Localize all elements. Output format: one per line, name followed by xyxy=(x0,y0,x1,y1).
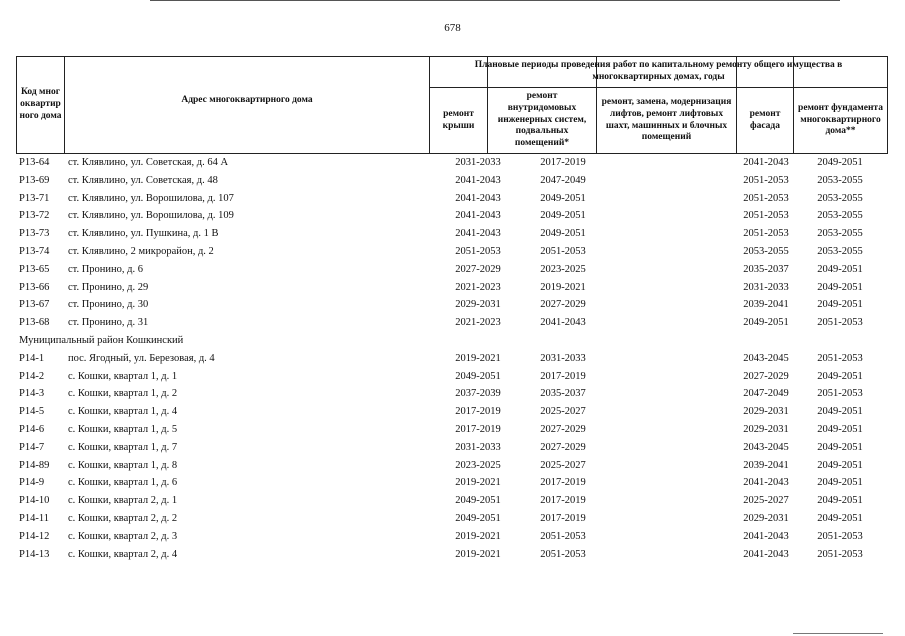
cell-facade: 2041-2043 xyxy=(743,548,789,560)
cell-code: Р14-11 xyxy=(19,512,49,524)
table-row xyxy=(16,243,896,261)
cell-roof: 2041-2043 xyxy=(455,192,501,204)
cell-facade: 2043-2045 xyxy=(743,441,789,453)
cell-engineering: 2049-2051 xyxy=(540,192,586,204)
cell-foundation: 2049-2051 xyxy=(817,441,863,453)
cell-address: с. Кошки, квартал 1, д. 7 xyxy=(68,441,178,453)
cell-foundation: 2053-2055 xyxy=(817,174,863,186)
cell-roof: 2019-2021 xyxy=(455,548,501,560)
cell-engineering: 2031-2033 xyxy=(540,352,586,364)
cell-roof: 2051-2053 xyxy=(455,245,501,257)
cell-engineering: 2041-2043 xyxy=(540,317,586,329)
cell-foundation: 2053-2055 xyxy=(817,228,863,240)
cell-code: Р14-89 xyxy=(19,459,50,471)
table-row xyxy=(16,457,896,475)
cell-foundation: 2049-2051 xyxy=(817,477,863,489)
cell-address: с. Кошки, квартал 1, д. 6 xyxy=(68,477,178,489)
cell-roof: 2031-2033 xyxy=(455,441,501,453)
cell-address: ст. Пронино, д. 30 xyxy=(68,299,149,311)
cell-address: ст. Клявлино, ул. Ворошилова, д. 107 xyxy=(68,192,234,204)
cell-roof: 2017-2019 xyxy=(455,406,501,418)
cell-roof: 2019-2021 xyxy=(455,530,501,542)
cell-roof: 2021-2023 xyxy=(455,317,501,329)
cell-roof: 2031-2033 xyxy=(455,157,501,168)
cell-address: с. Кошки, квартал 2, д. 3 xyxy=(68,530,178,542)
table-row xyxy=(16,492,896,510)
header-foundation: ремонт фундамента многоквартирного дома** xyxy=(798,102,883,137)
cell-code: Р13-71 xyxy=(19,192,50,204)
table-row xyxy=(16,350,896,368)
table-header xyxy=(16,56,888,154)
cell-code: Р14-5 xyxy=(19,406,45,418)
table-row xyxy=(16,261,896,279)
cell-engineering: 2047-2049 xyxy=(540,174,586,186)
cell-foundation: 2049-2051 xyxy=(817,423,863,435)
cell-foundation: 2053-2055 xyxy=(817,210,863,222)
header-engineering: ремонт внутридомовых инженерных систем, подвальных помещений* xyxy=(497,90,587,149)
cell-facade: 2051-2053 xyxy=(743,210,789,222)
cell-foundation: 2049-2051 xyxy=(817,459,863,471)
cell-address: ст. Клявлино, ул. Пушкина, д. 1 В xyxy=(68,228,219,240)
cell-foundation: 2049-2051 xyxy=(817,512,863,524)
cell-code: Р13-72 xyxy=(19,210,50,222)
cell-address: с. Кошки, квартал 2, д. 1 xyxy=(68,495,178,507)
table-row xyxy=(16,296,896,314)
cell-engineering: 2025-2027 xyxy=(540,459,586,471)
cell-engineering: 2027-2029 xyxy=(540,423,586,435)
cell-code: Р14-12 xyxy=(19,530,50,542)
table-row xyxy=(16,421,896,439)
table-row xyxy=(16,474,896,492)
cell-address: с. Кошки, квартал 2, д. 2 xyxy=(68,512,178,524)
cell-address: ст. Клявлино, ул. Советская, д. 64 А xyxy=(68,157,229,168)
cell-foundation: 2049-2051 xyxy=(817,495,863,507)
cell-roof: 2023-2025 xyxy=(455,459,501,471)
table-row xyxy=(16,385,896,403)
cell-code: Р13-74 xyxy=(19,245,50,257)
table-row xyxy=(16,172,896,190)
cell-roof: 2017-2019 xyxy=(455,423,501,435)
table-row xyxy=(16,368,896,386)
cell-address: ст. Клявлино, 2 микрорайон, д. 2 xyxy=(68,245,214,257)
cell-roof: 2041-2043 xyxy=(455,174,501,186)
table-row xyxy=(16,510,896,528)
table-row xyxy=(16,190,896,208)
cell-facade: 2047-2049 xyxy=(743,388,789,400)
section-row xyxy=(16,332,896,350)
cell-code: Р13-69 xyxy=(19,174,50,186)
cell-code: Р13-65 xyxy=(19,263,50,275)
cell-code: Р14-1 xyxy=(19,352,45,364)
cell-code: Р14-6 xyxy=(19,423,45,435)
table-row xyxy=(16,403,896,421)
cell-engineering: 2051-2053 xyxy=(540,530,586,542)
cell-facade: 2025-2027 xyxy=(743,495,789,507)
cell-engineering: 2017-2019 xyxy=(540,477,586,489)
cell-roof: 2049-2051 xyxy=(455,495,501,507)
cell-code: Р14-3 xyxy=(19,388,45,400)
cell-code: Р14-2 xyxy=(19,370,45,382)
cell-foundation: 2049-2051 xyxy=(817,281,863,293)
cell-foundation: 2049-2051 xyxy=(817,370,863,382)
cell-address: с. Кошки, квартал 1, д. 1 xyxy=(68,370,178,382)
cell-roof: 2041-2043 xyxy=(455,210,501,222)
cell-engineering: 2017-2019 xyxy=(540,512,586,524)
cell-address: с. Кошки, квартал 2, д. 4 xyxy=(68,548,178,560)
cell-address: с. Кошки, квартал 1, д. 5 xyxy=(68,423,178,435)
cell-facade: 2041-2043 xyxy=(743,157,789,168)
header-roof: ремонт крыши xyxy=(442,108,475,131)
cell-facade: 2029-2031 xyxy=(743,423,789,435)
cell-roof: 2049-2051 xyxy=(455,370,501,382)
cell-code: Р13-64 xyxy=(19,157,50,168)
cell-facade: 2053-2055 xyxy=(743,245,789,257)
cell-facade: 2043-2045 xyxy=(743,352,789,364)
cell-address: ст. Пронино, д. 29 xyxy=(68,281,149,293)
cell-code: Р13-73 xyxy=(19,228,50,240)
cell-facade: 2039-2041 xyxy=(743,299,789,311)
cell-roof: 2041-2043 xyxy=(455,228,501,240)
cell-engineering: 2049-2051 xyxy=(540,210,586,222)
cell-foundation: 2053-2055 xyxy=(817,192,863,204)
cell-engineering: 2035-2037 xyxy=(540,388,586,400)
cell-roof: 2037-2039 xyxy=(455,388,501,400)
cell-facade: 2041-2043 xyxy=(743,477,789,489)
page-number: 678 xyxy=(444,22,461,34)
cell-engineering: 2051-2053 xyxy=(540,548,586,560)
table-row xyxy=(16,439,896,457)
cell-engineering: 2023-2025 xyxy=(540,263,586,275)
cell-address: ст. Пронино, д. 31 xyxy=(68,317,149,329)
cell-facade: 2029-2031 xyxy=(743,406,789,418)
cell-address: ст. Пронино, д. 6 xyxy=(68,263,143,275)
cell-code: Р14-13 xyxy=(19,548,50,560)
cell-foundation: 2051-2053 xyxy=(817,530,863,542)
cell-code: Р14-7 xyxy=(19,441,45,453)
cell-roof: 2019-2021 xyxy=(455,352,501,364)
cell-code: Р14-10 xyxy=(19,495,50,507)
cell-engineering: 2051-2053 xyxy=(540,245,586,257)
cell-foundation: 2049-2051 xyxy=(817,263,863,275)
cell-code: Р13-68 xyxy=(19,317,50,329)
header-periods: Плановые периоды проведения работ по капитальному ремонту общего имущества в многоквартирных домах, годы xyxy=(474,60,843,82)
cell-foundation: 2051-2053 xyxy=(817,548,863,560)
cell-roof: 2019-2021 xyxy=(455,477,501,489)
cell-engineering: 2027-2029 xyxy=(540,441,586,453)
cell-engineering: 2017-2019 xyxy=(540,495,586,507)
cell-code: Р14-9 xyxy=(19,477,45,489)
table-row xyxy=(16,154,896,172)
cell-facade: 2027-2029 xyxy=(743,370,789,382)
cell-engineering: 2017-2019 xyxy=(540,370,586,382)
cell-engineering: 2025-2027 xyxy=(540,406,586,418)
cell-foundation: 2049-2051 xyxy=(817,157,863,168)
cell-foundation: 2053-2055 xyxy=(817,245,863,257)
cell-facade: 2041-2043 xyxy=(743,530,789,542)
cell-roof: 2021-2023 xyxy=(455,281,501,293)
cell-roof: 2027-2029 xyxy=(455,263,501,275)
cell-engineering: 2027-2029 xyxy=(540,299,586,311)
cell-engineering: 2017-2019 xyxy=(540,157,586,168)
cell-address: пос. Ягодный, ул. Березовая, д. 4 xyxy=(68,352,215,364)
cell-address: с. Кошки, квартал 1, д. 4 xyxy=(68,406,178,418)
table-row xyxy=(16,207,896,225)
cell-facade: 2029-2031 xyxy=(743,512,789,524)
header-facade: ремонт фасада xyxy=(749,108,781,131)
cell-address: ст. Клявлино, ул. Ворошилова, д. 109 xyxy=(68,210,234,222)
header-address: Адрес многоквартирного дома xyxy=(181,95,313,105)
table-row xyxy=(16,314,896,332)
cell-foundation: 2049-2051 xyxy=(817,406,863,418)
cell-foundation: 2051-2053 xyxy=(817,388,863,400)
cell-facade: 2051-2053 xyxy=(743,174,789,186)
cell-roof: 2029-2031 xyxy=(455,299,501,311)
cell-foundation: 2049-2051 xyxy=(817,299,863,311)
cell-facade: 2051-2053 xyxy=(743,192,789,204)
table-row xyxy=(16,546,896,564)
cell-address: ст. Клявлино, ул. Советская, д. 48 xyxy=(68,174,218,186)
table-row xyxy=(16,225,896,243)
cell-facade: 2039-2041 xyxy=(743,459,789,471)
cell-roof: 2049-2051 xyxy=(455,512,501,524)
table-row xyxy=(16,279,896,297)
table-row xyxy=(16,528,896,546)
cell-code: Р13-67 xyxy=(19,299,50,311)
table-body xyxy=(16,154,896,563)
cell-facade: 2049-2051 xyxy=(743,317,789,329)
cell-engineering: 2019-2021 xyxy=(540,281,586,293)
cell-facade: 2051-2053 xyxy=(743,228,789,240)
cell-facade: 2035-2037 xyxy=(743,263,789,275)
page-top-rule xyxy=(150,0,840,1)
cell-address: с. Кошки, квартал 1, д. 8 xyxy=(68,459,178,471)
header-code: Код многоквартирного дома xyxy=(19,87,62,121)
cell-foundation: 2051-2053 xyxy=(817,352,863,364)
cell-engineering: 2049-2051 xyxy=(540,228,586,240)
cell-address: с. Кошки, квартал 1, д. 2 xyxy=(68,388,178,400)
header-elevators: ремонт, замена, модернизация лифтов, ремонт лифтовых шахт, машинных и блочных помещений xyxy=(601,96,732,143)
cell-code: Р13-66 xyxy=(19,281,50,293)
section-title: Муниципальный район Кошкинский xyxy=(19,334,184,346)
cell-facade: 2031-2033 xyxy=(743,281,789,293)
cell-foundation: 2051-2053 xyxy=(817,317,863,329)
page-bottom-rule xyxy=(793,633,883,634)
